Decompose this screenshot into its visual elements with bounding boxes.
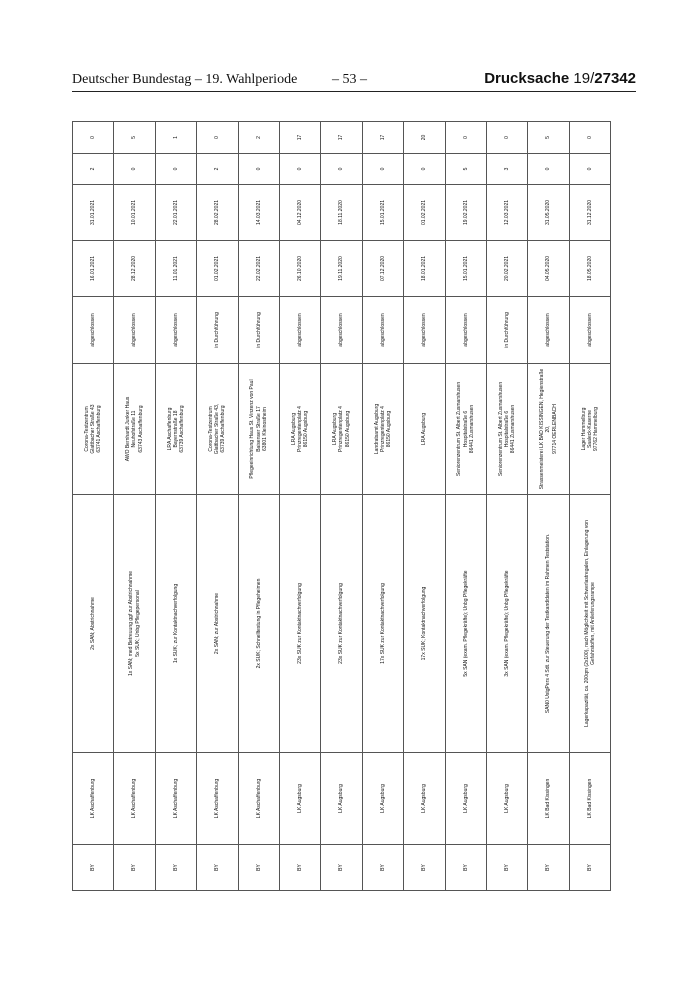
- cell-a: 3: [486, 154, 527, 185]
- cell-ort: Seniorenzentrum St. Albert Zusmarshusen Hospitalstraße 6 86441 Zusmarshusen: [445, 364, 486, 495]
- cell-beginn: 04.05.2020: [528, 241, 569, 297]
- cell-a: 0: [238, 154, 279, 185]
- cell-ende: 18.11.2020: [321, 185, 362, 241]
- cell-kreis: LK Augsburg: [279, 753, 320, 845]
- cell-massnahme: 17x SUK; Kontaktnachverfolgung: [404, 495, 445, 753]
- cell-ende: 31.05.2020: [528, 185, 569, 241]
- cell-status: in Durchführung: [197, 297, 238, 364]
- cell-status: abgeschlossen: [445, 297, 486, 364]
- cell-beginn: 18.01.2021: [404, 241, 445, 297]
- table-row: [279, 122, 320, 891]
- document-number-label: Drucksache: [484, 70, 570, 87]
- cell-massnahme: 2x SAN; Abstrichnahme: [73, 495, 114, 753]
- cell-beginn: 18.05.2020: [569, 241, 610, 297]
- cell-ende: 04.12.2020: [279, 185, 320, 241]
- table-row: [362, 122, 403, 891]
- cell-ende: 01.02.2021: [404, 185, 445, 241]
- table-row: [197, 122, 238, 891]
- cell-beginn: 16.01.2021: [73, 241, 114, 297]
- cell-ende: 15.01.2021: [362, 185, 403, 241]
- cell-massnahme: 1x SUK; zur Kontaktnachverfolgung: [155, 495, 196, 753]
- cell-land: BY: [362, 845, 403, 891]
- table-row: [238, 122, 279, 891]
- cell-a: 0: [362, 154, 403, 185]
- cell-b: 5: [114, 122, 155, 154]
- cell-kreis: LK Aschaffenburg: [155, 753, 196, 845]
- cell-ort: Corona-Testzentrum Glattbacher Straße 43, 63739 Aschaffenburg: [197, 364, 238, 495]
- table-body: [73, 122, 611, 891]
- cell-status: abgeschlossen: [321, 297, 362, 364]
- cell-land: BY: [238, 845, 279, 891]
- cell-b: 5: [528, 122, 569, 154]
- cell-land: BY: [486, 845, 527, 891]
- cell-status: abgeschlossen: [569, 297, 610, 364]
- cell-a: 2: [197, 154, 238, 185]
- cell-kreis: LK Aschaffenburg: [197, 753, 238, 845]
- cell-b: 0: [569, 122, 610, 154]
- table-row: [321, 122, 362, 891]
- cell-ort: AWO Bernhardt Junker Haus Neuhofstraße 11 63743 Aschaffenburg: [114, 364, 155, 495]
- cell-b: 17: [321, 122, 362, 154]
- document-number-value: 27342: [594, 70, 636, 87]
- cell-massnahme: 17x SUK zur Kontaktnachverfolgung: [362, 495, 403, 753]
- cell-ort: LRA Augsburg Prinzregentenplatz 4 86150 Augsburg: [279, 364, 320, 495]
- table-row: [569, 122, 610, 891]
- cell-land: BY: [404, 845, 445, 891]
- cell-massnahme: 23x SUK zur Kontaktnachverfolgung: [321, 495, 362, 753]
- table-row: [445, 122, 486, 891]
- cell-status: abgeschlossen: [279, 297, 320, 364]
- cell-b: 17: [279, 122, 320, 154]
- cell-b: 0: [73, 122, 114, 154]
- cell-land: BY: [321, 845, 362, 891]
- cell-ende: 22.01.2021: [155, 185, 196, 241]
- cell-a: 0: [528, 154, 569, 185]
- table-row: [404, 122, 445, 891]
- table-row: [528, 122, 569, 891]
- cell-a: 0: [321, 154, 362, 185]
- cell-kreis: LK Augsburg: [321, 753, 362, 845]
- cell-status: abgeschlossen: [528, 297, 569, 364]
- cell-ort: LRA Augsburg: [404, 364, 445, 495]
- cell-ort: LRA Augsburg Prinzregentenplatz 4 86150 Augsburg: [321, 364, 362, 495]
- cell-ende: 10.01.2021: [114, 185, 155, 241]
- cell-beginn: 20.02.2021: [486, 241, 527, 297]
- cell-massnahme: 1x SAN; med Betreuung ggf zur Abstrichnahme 5x SUK; Unbg Pflegepersonal: [114, 495, 155, 753]
- cell-kreis: LK Bad Kissingen: [528, 753, 569, 845]
- cell-land: BY: [528, 845, 569, 891]
- cell-status: in Durchführung: [238, 297, 279, 364]
- cell-b: 1: [155, 122, 196, 154]
- cell-ort: Corona-Testzentrum Glattbacher Straße 43 63741 Aschaffenburg: [73, 364, 114, 495]
- cell-massnahme: 5x SAN (exam. Pflegekräfte); Unbg Pflegekräfte: [445, 495, 486, 753]
- page-header: [72, 70, 636, 92]
- cell-kreis: LK Aschaffenburg: [73, 753, 114, 845]
- cell-ende: 28.02.2021: [197, 185, 238, 241]
- cell-ort: Lager Hammelburg Saaleck-Kaserne 97762 Hammelburg: [569, 364, 610, 495]
- cell-beginn: 01.02.2021: [197, 241, 238, 297]
- document-number: [484, 70, 636, 87]
- cell-ort: Seniorenzentrum St. Albert Zusmarshusen Hospitalstraße 6 86441 Zusmarshusen: [486, 364, 527, 495]
- cell-land: BY: [114, 845, 155, 891]
- cell-a: 5: [445, 154, 486, 185]
- cell-b: 0: [197, 122, 238, 154]
- cell-beginn: 22.02.2021: [238, 241, 279, 297]
- cell-b: 2: [238, 122, 279, 154]
- cell-massnahme: SAN0 UstgPers 4 Sdt. zur Steuerung der Testkandidaten im Rahmen Teststation.: [528, 495, 569, 753]
- cell-massnahme: 2x SUK; Schnelltestung in Pflegeheimen: [238, 495, 279, 753]
- cell-land: BY: [445, 845, 486, 891]
- cell-status: abgeschlossen: [155, 297, 196, 364]
- cell-ende: 31.12.2020: [569, 185, 610, 241]
- cell-land: BY: [279, 845, 320, 891]
- document-number-prefix: 19/: [573, 70, 595, 87]
- cell-massnahme: Lagerkapazität, ca. 200qm (2x100), nach Möglichkeit mit Schwerlastregalen, Einlagerung von Gefahrstoffen, mit Anlieferungsrampe: [569, 495, 610, 753]
- cell-status: abgeschlossen: [362, 297, 403, 364]
- cell-ort: Strassenmeisterei LK BAD KISSINGEN, Hegienstraße 20, 97714 OERLENBACH: [528, 364, 569, 495]
- cell-kreis: LK Aschaffenburg: [238, 753, 279, 845]
- cell-kreis: LK Augsburg: [404, 753, 445, 845]
- cell-a: 0: [155, 154, 196, 185]
- cell-kreis: LK Augsburg: [362, 753, 403, 845]
- cell-ende: 19.02.2021: [445, 185, 486, 241]
- deployment-table: [72, 121, 611, 891]
- page-number: – 53 –: [332, 72, 367, 87]
- cell-beginn: 11.01.2021: [155, 241, 196, 297]
- cell-ort: Pflegeeinrichtung Haus St. Vinzenz von Paul Baisenser Straße 17 63801 Kleinostheim: [238, 364, 279, 495]
- cell-a: 2: [73, 154, 114, 185]
- cell-massnahme: 23x SUK zur Kontaktnachverfolgung: [279, 495, 320, 753]
- cell-b: 0: [445, 122, 486, 154]
- publication-title: Deutscher Bundestag – 19. Wahlperiode: [72, 72, 298, 87]
- cell-a: 0: [279, 154, 320, 185]
- cell-kreis: LK Bad Kissingen: [569, 753, 610, 845]
- cell-land: BY: [155, 845, 196, 891]
- cell-a: 0: [404, 154, 445, 185]
- cell-land: BY: [569, 845, 610, 891]
- cell-b: 20: [404, 122, 445, 154]
- cell-land: BY: [73, 845, 114, 891]
- cell-status: abgeschlossen: [114, 297, 155, 364]
- table-row: [486, 122, 527, 891]
- cell-massnahme: 2x SAN; zur Abstrichnahme: [197, 495, 238, 753]
- cell-massnahme: 3x SAN (exam. Pflegekräfte); Unbg Pflegekräfte: [486, 495, 527, 753]
- cell-status: abgeschlossen: [404, 297, 445, 364]
- cell-ort: LRA Aschaffenburg Bayernstraße 18 63739 Aschaffenburg: [155, 364, 196, 495]
- cell-beginn: 26.10.2020: [279, 241, 320, 297]
- cell-b: 0: [486, 122, 527, 154]
- cell-status: in Durchführung: [486, 297, 527, 364]
- cell-ort: Landratsamt Augsburg Prinzregentenplatz 4 86150 Augsburg: [362, 364, 403, 495]
- cell-ende: 14.03.2021: [238, 185, 279, 241]
- cell-kreis: LK Augsburg: [445, 753, 486, 845]
- table-row: [114, 122, 155, 891]
- cell-a: 0: [569, 154, 610, 185]
- cell-ende: 31.01.2021: [73, 185, 114, 241]
- cell-a: 0: [114, 154, 155, 185]
- cell-beginn: 15.01.2021: [445, 241, 486, 297]
- header-rule: [72, 91, 636, 92]
- cell-status: abgeschlossen: [73, 297, 114, 364]
- cell-kreis: LK Augsburg: [486, 753, 527, 845]
- table-row: [73, 122, 114, 891]
- cell-beginn: 19.11.2020: [321, 241, 362, 297]
- cell-beginn: 07.12.2020: [362, 241, 403, 297]
- cell-ende: 12.03.2021: [486, 185, 527, 241]
- cell-land: BY: [197, 845, 238, 891]
- cell-beginn: 28.12.2020: [114, 241, 155, 297]
- cell-b: 17: [362, 122, 403, 154]
- table-row: [155, 122, 196, 891]
- rotated-table-container: [72, 122, 610, 891]
- cell-kreis: LK Aschaffenburg: [114, 753, 155, 845]
